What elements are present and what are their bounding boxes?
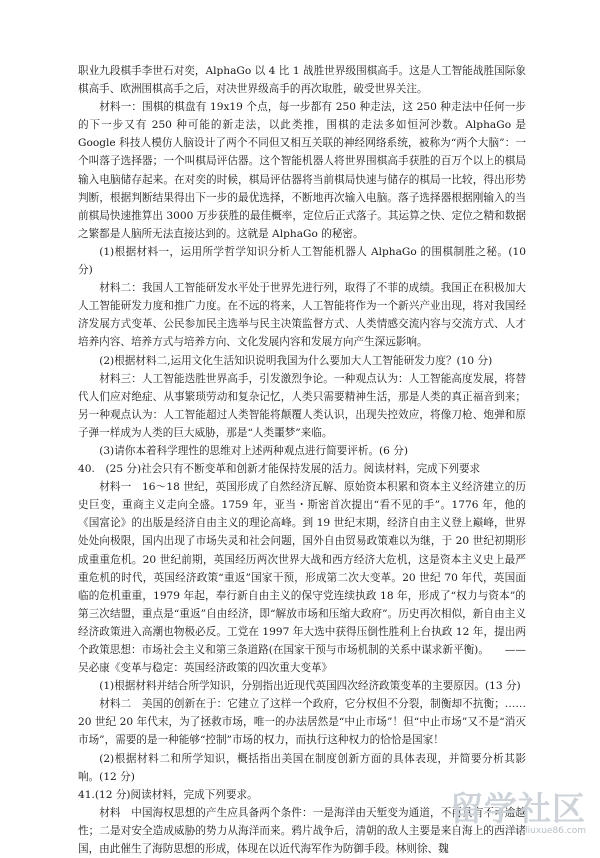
paragraph: 材料二 美国的创新在于：它建立了这样一个政府，它分权但不分裂，制衡却不抗衡；……20 世纪 20 年代末，为了拯救市场，唯一的办法居然是“中止市场”！但“中止市场”又不是“消灭市场”，需要的是一种能够“控制”市场的权力，而执行这种权力的恰恰是国家！ bbox=[78, 698, 526, 747]
paragraph: 材料一 16～18 世纪，英国形成了自然经济瓦解、原始资本积累和资本主义经济建立的历史巨变，重商主义走向全盛。1759 年，亚当・斯密首次提出“看不见的手”。1776 年，他的《国富论》的出版是经济自由主义的理论高峰。到 19 世纪末期，经济自由主义登上巅峰，世界处处向极限，国内出现了市场失灵和社会问题，国外自由贸易政策难以为继，于 20 世纪初期形成重重危机。20 世纪前期，英国经历两次世界大战和西方经济大危机，这是资本主义史上最严重危机的时代，英国经济政策“重返”国家干预，形成第二次大变革。20 世纪 70 年代，英国面临的危机重重，1979 年起，奉行新自由主义的保守党连续执政 18 年，形成了“权力与资本”的第三次结盟，重点是“重返”自由经济，即“解放市场和压缩大政府”。历史再次相似，新自由主义经济政策进入高潮也物极必反。工党在 1997 年大选中获得压倒性胜利上台执政 12 年，提出两个政策思想：市场社会主义和第三条道路(在国家干预与市场机制的关系中谋求新平衡)。 ——吴必康《变革与稳定：英国经济政策的四次重大变革》 bbox=[78, 481, 526, 675]
question-heading: 41.(12 分)阅读材料，完成下列要求。 bbox=[78, 788, 258, 801]
watermark-logo: 留学社区 bbox=[450, 789, 586, 828]
question: (1)根据材料一，运用所学哲学知识分析人工智能机器人 AlphaGo 的围棋制胜之秘。(10 分) bbox=[78, 245, 526, 277]
paragraph: 职业九段棋手李世石对奕，AlphaGo 以 4 比 1 战胜世界级围棋高手。这是人工智能战胜国际象棋高手、欧洲围棋高手之后，对决世界级高手的再次取胜，破受世界关注。 bbox=[78, 65, 526, 96]
question: (2)根据材料二,运用文化生活知识说明我国为什么要加大人工智能研发力度？(10 分) bbox=[99, 354, 493, 367]
paragraph: 材料一：围棋的棋盘有 19x19 个点，每一步都有 250 种走法，这 250 种走法中任何一步的下一步又有 250 种可能的新走法，以此类推，围棋的走法多如恒河沙数。AlphaGo 是 Google 科技人模仿人脑设计了两个不同但又相互关联的神经网络系统，被称为“两个大脑”：一个叫落子选择器；一个叫棋局评估器。这个智能机器人将世界围棋高手获胜的百万个以上的棋局输入电脑储存起来。在对奕的时候，棋局评估器将当前棋局快速与储存的棋局一比较，得出形势判断，根据判断结果得出下一步的最优选择，不断地再次输入电脑。落子选择器根据刚输入的当前棋局快速推算出 3000 万步获胜的最佳概率，定位后正式落子。其运算之快、定位之精和数据之繁都是人脑所无法直接达到的。这就是 AlphaGo 的秘密。 bbox=[78, 101, 526, 240]
question-heading: 40. (25 分)社会只有不断变革和创新才能保持发展的活力。阅读材料，完成下列要求 bbox=[78, 463, 481, 476]
paragraph: 材料二：我国人工智能研发水平处于世界先进行列，取得了不菲的成绩。我国正在积极加大人工智能研发力度和推广力度。在不远的将来，人工智能将作为一个新兴产业出现，将对我国经济发展方式变革、公民参加民主选举与民主决策监督方式、人类情感交流内容与交流方式、人才培养内容、培养方式与培养方向、文化发展内容和发展方向产生深远影响。 bbox=[78, 282, 526, 349]
question: (3)请你本着科学理性的思维对上述两种观点进行简要评析。(6 分) bbox=[99, 444, 409, 457]
paragraph: 材料 中国海权思想的产生应具备两个条件：一是海洋由天堑变为通道，不再具有不可逾越性；二是对安全造成威胁的势力从海洋而来。鸦片战争后，清朝的敌人主要是来自海上的西洋诸国，由此催生了海防思想的形成，体现在以近代海军作为防御手段。林则徐、魏 bbox=[78, 806, 526, 856]
watermark-url: bbs.liuxue86.com bbox=[506, 826, 586, 836]
question: (1)根据材料并结合所学知识，分别指出近现代英国四次经济政策变革的主要原因。(13 分) bbox=[99, 680, 521, 693]
document-body bbox=[78, 62, 526, 858]
watermark bbox=[418, 789, 586, 840]
question: (2)根据材料二和所学知识，概括指出美国在制度创新方面的具体表现，并简要分析其影响。(12 分) bbox=[78, 752, 526, 783]
paragraph: 材料三：人工智能迭胜世界高手，引发激烈争论。一种观点认为：人工智能高度发展，将替代人们应对绝症、从事繁琐劳动和复杂记忆，人类只需要精神生活，那是人类的真正福音到来；另一种观点认为：人工智能超过人类智能将颠覆人类认识，出现失控效应，将像刀枪、炮弹和原子弹一样成为人类的巨大威胁，那是“人类噩梦”来临。 bbox=[78, 372, 526, 439]
